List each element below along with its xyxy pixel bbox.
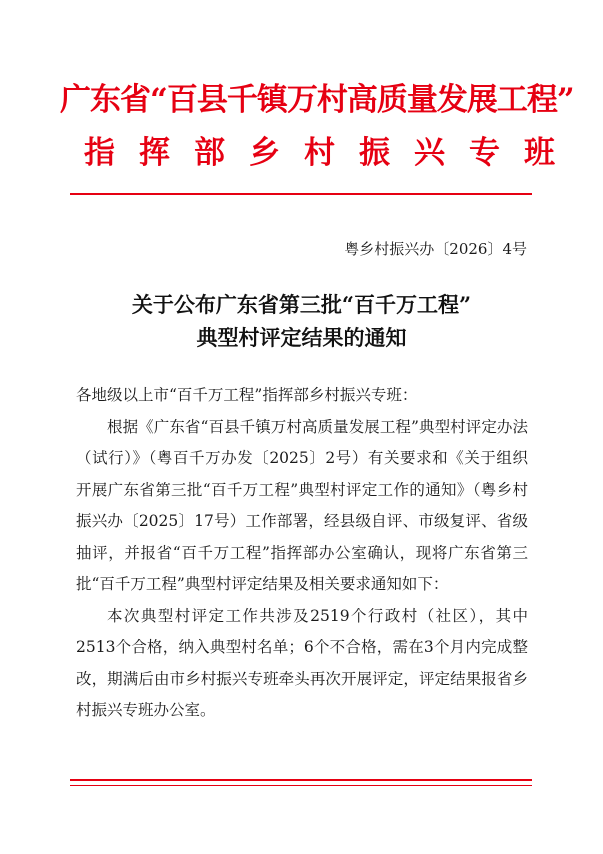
footer-divider-thin <box>70 785 532 786</box>
issuer-name-line1: 广东省“百县千镇万村高质量发展工程” <box>60 82 574 118</box>
title-line2: 典型村评定结果的通知 <box>196 325 407 350</box>
body-paragraph-2: 本次典型村评定工作共涉及2519个行政村（社区），其中2513个合格，纳入典型村名单；6个不合格，需在3个月内完成整改，期满后由市乡村振兴专班牵头再次开展评定，评定结果报省乡村振兴专班办公室。 <box>76 606 528 719</box>
header-divider <box>70 193 532 195</box>
body-paragraph-1: 根据《广东省“百县千镇万村高质量发展工程”典型村评定办法（试行）》（粤百千万办发〔2025〕2号）有关要求和《关于组织开展广东省第三批“百千万工程”典型村评定工作的通知》（粤乡村振兴办〔2025〕17号）工作部署，经县级自评、市级复评、省级抽评，并报省“百千万工程”指挥部办公室确认，现将广东省第三批“百千万工程”典型村评定结果及相关要求通知如下： <box>76 417 528 593</box>
document-number: 粤乡村振兴办〔2026〕4号 <box>344 240 527 258</box>
document-body <box>76 380 528 727</box>
issuer-name-line2: 指挥部乡村振兴专班 <box>84 135 579 171</box>
footer-divider-thick <box>70 779 532 781</box>
salutation: 各地级以上市“百千万工程”指挥部乡村振兴专班： <box>76 386 418 404</box>
title-line1: 关于公布广东省第三批“百千万工程” <box>131 292 472 317</box>
document-title <box>60 288 543 354</box>
